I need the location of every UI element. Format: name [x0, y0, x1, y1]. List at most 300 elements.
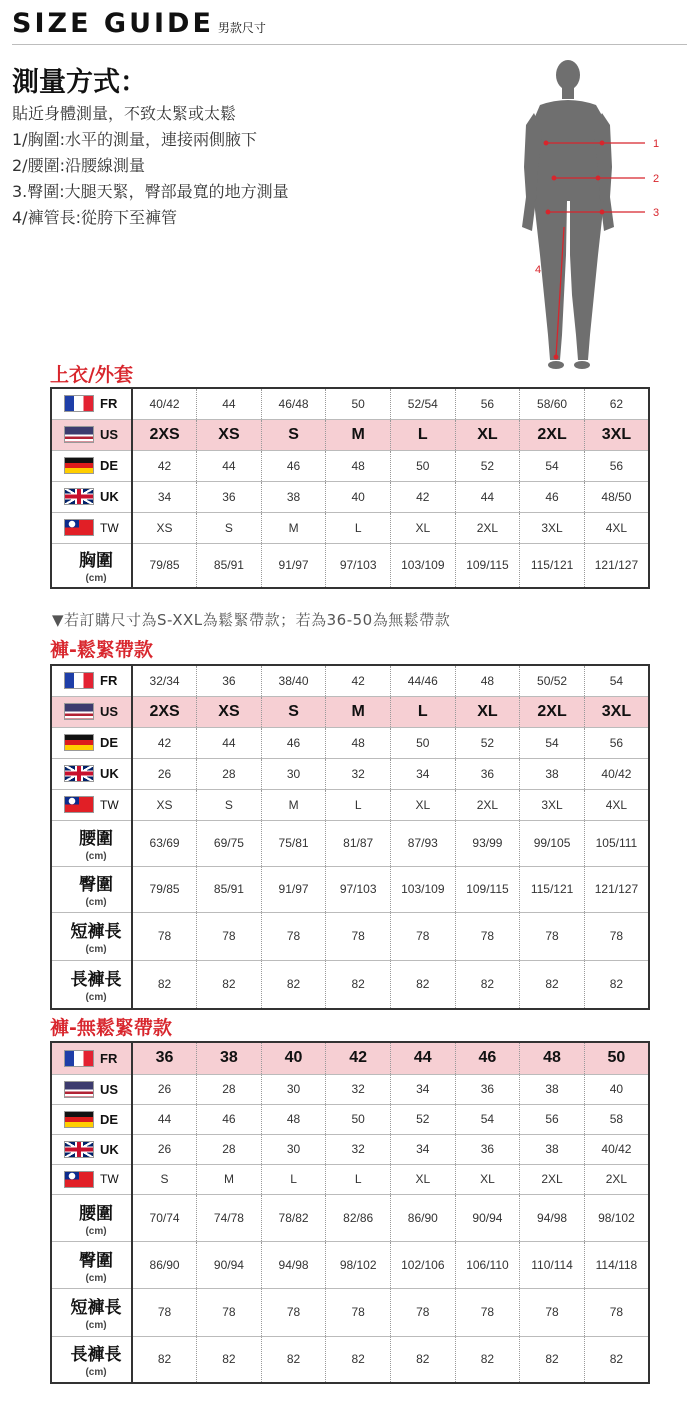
table-cell: 48	[261, 1104, 326, 1134]
table-cell: 82	[455, 960, 520, 1009]
tw-code: TW	[100, 797, 119, 812]
size-guide-title: SIZE GUIDE	[12, 8, 214, 39]
table-cell: 90/94	[197, 1241, 262, 1288]
short-length-label: 短褲長	[70, 1298, 122, 1318]
table-cell: 82	[261, 960, 326, 1009]
germany-flag-icon	[64, 734, 94, 751]
table-cell: 52	[455, 450, 520, 481]
table-row-us	[51, 419, 649, 450]
table-cell: 50	[391, 450, 456, 481]
table-cell: 50/52	[520, 665, 585, 696]
table-row-de	[51, 727, 649, 758]
table-cell: 78	[197, 912, 262, 960]
table-cell: 56	[584, 727, 649, 758]
taiwan-flag-icon	[64, 1171, 94, 1188]
table-cell: XS	[197, 419, 262, 450]
row-label	[51, 758, 132, 789]
uk-code: UK	[100, 1141, 119, 1157]
table-cell: 48	[326, 727, 391, 758]
table-cell: 94/98	[520, 1194, 585, 1241]
table-cell: 109/115	[455, 543, 520, 588]
row-label	[51, 543, 132, 588]
elastic-pants-section-title: 褲-鬆緊帶款	[50, 639, 153, 661]
measurement-instructions	[12, 101, 289, 231]
table-cell: 32	[326, 1074, 391, 1104]
table-cell: 32	[326, 758, 391, 789]
table-cell: 42	[391, 481, 456, 512]
uk-flag-icon	[64, 1141, 94, 1158]
row-label	[51, 866, 132, 912]
nonelastic-pants-section-title: 褲-無鬆緊帶款	[50, 1017, 172, 1039]
unit-label: (cm)	[85, 992, 107, 1004]
table-cell: 36	[455, 758, 520, 789]
long-length-label: 長褲長	[70, 1345, 122, 1366]
table-cell: L	[326, 789, 391, 820]
table-cell: 98/102	[584, 1194, 649, 1241]
row-label	[51, 1074, 132, 1104]
waist-label: 腰圍	[79, 1203, 113, 1224]
row-label	[51, 727, 132, 758]
table-cell: S	[132, 1164, 197, 1194]
de-code: DE	[100, 1111, 119, 1127]
table-cell: XL	[391, 1164, 456, 1194]
table-cell: 52	[455, 727, 520, 758]
table-cell: XL	[455, 419, 520, 450]
table-cell: 2XL	[455, 512, 520, 543]
table-cell: S	[197, 789, 262, 820]
table-cell: 86/90	[132, 1241, 197, 1288]
table-cell: 46/48	[261, 388, 326, 419]
table-cell: 44	[391, 1042, 456, 1074]
table-cell: 28	[197, 1074, 262, 1104]
de-code: DE	[100, 458, 119, 473]
header-divider	[12, 44, 687, 45]
table-cell: 34	[391, 1074, 456, 1104]
row-label	[51, 1288, 132, 1336]
unit-label: (cm)	[85, 1225, 107, 1237]
table-cell: M	[197, 1164, 262, 1194]
usa-flag-icon	[64, 703, 94, 720]
table-cell: 97/103	[326, 543, 391, 588]
table-cell: 86/90	[391, 1194, 456, 1241]
france-flag-icon	[64, 672, 94, 689]
table-cell: 36	[197, 481, 262, 512]
table-cell: 34	[132, 481, 197, 512]
table-cell: 40	[584, 1074, 649, 1104]
table-row-fr	[51, 665, 649, 696]
table-cell: 38	[197, 1042, 262, 1074]
table-cell: 44	[197, 388, 262, 419]
us-code: US	[100, 427, 119, 442]
table-cell: 40/42	[584, 1134, 649, 1164]
table-cell: 81/87	[326, 820, 391, 866]
measurement-title: 測量方式：	[12, 67, 147, 98]
table-cell: 46	[455, 1042, 520, 1074]
table-cell: 44	[132, 1104, 197, 1134]
table-cell: S	[261, 696, 326, 727]
long-length-label: 長褲長	[70, 970, 122, 991]
table-cell: 2XS	[132, 696, 197, 727]
table-cell: 3XL	[584, 419, 649, 450]
table-row-short-length	[51, 912, 649, 960]
table-cell: 78	[326, 912, 391, 960]
table-row-de	[51, 450, 649, 481]
table-cell: 94/98	[261, 1241, 326, 1288]
table-cell: 32/34	[132, 665, 197, 696]
table-cell: 2XL	[455, 789, 520, 820]
table-cell: 40	[326, 481, 391, 512]
table-row-uk	[51, 758, 649, 789]
table-cell: 82	[391, 960, 456, 1009]
table-row-uk	[51, 1134, 649, 1164]
row-label	[51, 1164, 132, 1194]
table-cell: 3XL	[520, 789, 585, 820]
table-cell: 82	[132, 960, 197, 1009]
table-cell: 46	[261, 727, 326, 758]
usa-flag-icon	[64, 1081, 94, 1098]
table-cell: 98/102	[326, 1241, 391, 1288]
table-cell: 56	[584, 450, 649, 481]
table-cell: 54	[584, 665, 649, 696]
table-cell: 82	[520, 1336, 585, 1383]
table-cell: 28	[197, 758, 262, 789]
usa-flag-icon	[64, 426, 94, 443]
row-label	[51, 1042, 132, 1074]
table-cell: 48	[520, 1042, 585, 1074]
table-cell: 58/60	[520, 388, 585, 419]
table-cell: 3XL	[520, 512, 585, 543]
table-cell: 34	[391, 758, 456, 789]
uk-flag-icon	[64, 765, 94, 782]
figure-label-hip: 3	[653, 207, 660, 219]
table-cell: 85/91	[197, 866, 262, 912]
hip-label: 臀圍	[79, 875, 113, 895]
table-cell: 54	[455, 1104, 520, 1134]
table-cell: 56	[455, 388, 520, 419]
row-label	[51, 1134, 132, 1164]
uk-code: UK	[100, 489, 119, 504]
table-cell: 48/50	[584, 481, 649, 512]
row-label	[51, 1336, 132, 1383]
row-label	[51, 696, 132, 727]
us-code: US	[100, 1081, 119, 1097]
table-cell: 40	[261, 1042, 326, 1074]
table-cell: 82	[584, 960, 649, 1009]
table-cell: 30	[261, 758, 326, 789]
table-cell: 103/109	[391, 866, 456, 912]
table-cell: 38	[261, 481, 326, 512]
row-label	[51, 419, 132, 450]
table-cell: 110/114	[520, 1241, 585, 1288]
table-cell: L	[326, 512, 391, 543]
table-cell: 85/91	[197, 543, 262, 588]
france-flag-icon	[64, 395, 94, 412]
row-label	[51, 450, 132, 481]
table-cell: 32	[326, 1134, 391, 1164]
table-cell: 82	[584, 1336, 649, 1383]
table-cell: 46	[520, 481, 585, 512]
table-cell: 78	[391, 912, 456, 960]
table-cell: 28	[197, 1134, 262, 1164]
tw-code: TW	[100, 520, 119, 535]
table-cell: 121/127	[584, 543, 649, 588]
table-cell: 79/85	[132, 543, 197, 588]
us-code: US	[100, 704, 119, 719]
table-cell: 42	[132, 450, 197, 481]
table-cell: M	[261, 512, 326, 543]
table-cell: 38	[520, 758, 585, 789]
hip-label: 臀圍	[79, 1250, 113, 1271]
table-cell: 114/118	[584, 1241, 649, 1288]
row-label	[51, 388, 132, 419]
figure-label-inseam: 4	[535, 264, 542, 276]
table-cell: 48	[455, 665, 520, 696]
table-cell: 36	[455, 1134, 520, 1164]
table-cell: 50	[326, 388, 391, 419]
table-row-chest	[51, 543, 649, 588]
table-cell: 38/40	[261, 665, 326, 696]
table-cell: 115/121	[520, 543, 585, 588]
table-cell: 34	[391, 1134, 456, 1164]
table-cell: 2XL	[520, 696, 585, 727]
table-cell: 82	[197, 1336, 262, 1383]
tw-code: TW	[100, 1172, 119, 1186]
table-cell: M	[326, 696, 391, 727]
table-cell: 82	[455, 1336, 520, 1383]
table-row-waist	[51, 1194, 649, 1241]
table-cell: 78	[261, 1288, 326, 1336]
table-cell: 56	[520, 1104, 585, 1134]
table-cell: 38	[520, 1074, 585, 1104]
table-cell: 36	[132, 1042, 197, 1074]
table-cell: 82	[520, 960, 585, 1009]
table-cell: 78	[391, 1288, 456, 1336]
table-cell: 50	[391, 727, 456, 758]
germany-flag-icon	[64, 1111, 94, 1128]
table-cell: 78	[455, 1288, 520, 1336]
table-cell: M	[261, 789, 326, 820]
measurement-line: 4/褲管長:從胯下至褲管	[12, 208, 177, 227]
nonelastic-pants-size-table	[50, 1041, 650, 1384]
table-cell: 2XL	[520, 419, 585, 450]
table-row-fr	[51, 1042, 649, 1074]
table-cell: 42	[326, 665, 391, 696]
table-cell: 63/69	[132, 820, 197, 866]
tops-section-title: 上衣/外套	[50, 364, 133, 386]
table-cell: 4XL	[584, 789, 649, 820]
row-label	[51, 789, 132, 820]
uk-flag-icon	[64, 488, 94, 505]
germany-flag-icon	[64, 457, 94, 474]
fr-code: FR	[100, 1050, 118, 1066]
table-cell: 74/78	[197, 1194, 262, 1241]
row-label	[51, 1194, 132, 1241]
table-cell: L	[326, 1164, 391, 1194]
table-cell: 30	[261, 1134, 326, 1164]
table-cell: 58	[584, 1104, 649, 1134]
table-cell: 102/106	[391, 1241, 456, 1288]
table-cell: L	[391, 696, 456, 727]
unit-label: (cm)	[85, 944, 107, 955]
table-cell: 109/115	[455, 866, 520, 912]
fr-code: FR	[100, 396, 118, 412]
table-cell: L	[261, 1164, 326, 1194]
table-cell: 2XL	[584, 1164, 649, 1194]
figure-label-chest: 1	[653, 138, 660, 150]
table-cell: S	[197, 512, 262, 543]
table-cell: 50	[326, 1104, 391, 1134]
table-cell: 2XL	[520, 1164, 585, 1194]
uk-code: UK	[100, 766, 119, 781]
table-cell: 82	[326, 1336, 391, 1383]
table-cell: 3XL	[584, 696, 649, 727]
table-cell: 105/111	[584, 820, 649, 866]
measurement-line: 2/腰圍:沿腰線測量	[12, 156, 145, 175]
table-cell: 82	[261, 1336, 326, 1383]
row-label	[51, 912, 132, 960]
measurement-line: 1/胸圍:水平的測量，連接兩側腋下	[12, 130, 257, 149]
france-flag-icon	[64, 1050, 94, 1067]
table-cell: 2XS	[132, 419, 197, 450]
table-cell: 106/110	[455, 1241, 520, 1288]
table-cell: 78	[261, 912, 326, 960]
table-cell: L	[391, 419, 456, 450]
table-cell: S	[261, 419, 326, 450]
table-row-short-length	[51, 1288, 649, 1336]
size-guide-subtitle: 男款尺寸	[217, 21, 266, 35]
table-cell: 121/127	[584, 866, 649, 912]
table-cell: 103/109	[391, 543, 456, 588]
taiwan-flag-icon	[64, 519, 94, 536]
table-cell: 75/81	[261, 820, 326, 866]
row-label	[51, 481, 132, 512]
table-cell: XS	[132, 789, 197, 820]
row-label	[51, 665, 132, 696]
table-row-fr	[51, 388, 649, 419]
table-cell: 99/105	[520, 820, 585, 866]
table-cell: 93/99	[455, 820, 520, 866]
table-cell: 78	[132, 1288, 197, 1336]
page-header	[12, 8, 266, 39]
table-cell: XS	[132, 512, 197, 543]
table-row-tw	[51, 512, 649, 543]
table-cell: 115/121	[520, 866, 585, 912]
table-cell: M	[326, 419, 391, 450]
tops-size-table	[50, 387, 650, 589]
table-row-uk	[51, 481, 649, 512]
table-cell: 26	[132, 758, 197, 789]
table-cell: 79/85	[132, 866, 197, 912]
table-cell: 38	[520, 1134, 585, 1164]
table-cell: 52	[391, 1104, 456, 1134]
figure-label-waist: 2	[653, 173, 660, 185]
table-cell: 97/103	[326, 866, 391, 912]
table-cell: 54	[520, 450, 585, 481]
table-cell: 78	[520, 912, 585, 960]
table-cell: 82/86	[326, 1194, 391, 1241]
table-cell: 82	[197, 960, 262, 1009]
table-cell: 44	[197, 727, 262, 758]
unit-label: (cm)	[85, 1320, 107, 1331]
table-cell: 70/74	[132, 1194, 197, 1241]
table-cell: 52/54	[391, 388, 456, 419]
table-cell: 42	[326, 1042, 391, 1074]
table-cell: 42	[132, 727, 197, 758]
table-cell: 82	[326, 960, 391, 1009]
table-cell: 69/75	[197, 820, 262, 866]
table-cell: 54	[520, 727, 585, 758]
table-row-de	[51, 1104, 649, 1134]
table-cell: XL	[455, 696, 520, 727]
table-cell: 44/46	[391, 665, 456, 696]
row-label	[51, 960, 132, 1009]
table-cell: 46	[261, 450, 326, 481]
table-cell: 26	[132, 1134, 197, 1164]
table-cell: 78	[584, 1288, 649, 1336]
row-label	[51, 1104, 132, 1134]
taiwan-flag-icon	[64, 796, 94, 813]
table-row-us	[51, 696, 649, 727]
unit-label: (cm)	[85, 573, 107, 585]
unit-label: (cm)	[85, 1272, 107, 1284]
short-length-label: 短褲長	[70, 922, 122, 942]
table-cell: 44	[455, 481, 520, 512]
chest-label: 胸圍	[79, 551, 113, 572]
table-cell: 26	[132, 1074, 197, 1104]
table-row-hip	[51, 866, 649, 912]
measurement-line: 3.臀圍:大腿天緊，臀部最寬的地方測量	[12, 182, 289, 201]
table-cell: 50	[584, 1042, 649, 1074]
table-cell: 36	[197, 665, 262, 696]
table-cell: 87/93	[391, 820, 456, 866]
order-note: ▼若訂購尺寸為S-XXL為鬆緊帶款；若為36-50為無鬆帶款	[52, 611, 451, 629]
waist-label: 腰圍	[79, 829, 113, 849]
table-row-long-length	[51, 1336, 649, 1383]
table-cell: 91/97	[261, 543, 326, 588]
table-cell: 48	[326, 450, 391, 481]
measurement-line: 貼近身體測量，不致太緊或太鬆	[12, 104, 237, 123]
table-cell: XS	[197, 696, 262, 727]
table-cell: 78	[197, 1288, 262, 1336]
table-cell: 30	[261, 1074, 326, 1104]
table-cell: XL	[455, 1164, 520, 1194]
unit-label: (cm)	[85, 851, 107, 862]
table-row-tw	[51, 789, 649, 820]
table-cell: 46	[197, 1104, 262, 1134]
table-cell: 78	[132, 912, 197, 960]
de-code: DE	[100, 735, 119, 750]
table-cell: 78	[455, 912, 520, 960]
table-cell: 82	[391, 1336, 456, 1383]
table-cell: 78	[326, 1288, 391, 1336]
table-cell: 36	[455, 1074, 520, 1104]
table-cell: XL	[391, 789, 456, 820]
table-row-tw	[51, 1164, 649, 1194]
table-cell: 82	[132, 1336, 197, 1383]
table-row-long-length	[51, 960, 649, 1009]
body-figure-illustration	[520, 55, 695, 375]
fr-code: FR	[100, 673, 118, 689]
unit-label: (cm)	[85, 897, 107, 908]
table-row-us	[51, 1074, 649, 1104]
table-row-hip	[51, 1241, 649, 1288]
table-row-waist	[51, 820, 649, 866]
table-cell: 4XL	[584, 512, 649, 543]
table-cell: 44	[197, 450, 262, 481]
table-cell: 91/97	[261, 866, 326, 912]
unit-label: (cm)	[85, 1367, 107, 1379]
table-cell: 78	[520, 1288, 585, 1336]
